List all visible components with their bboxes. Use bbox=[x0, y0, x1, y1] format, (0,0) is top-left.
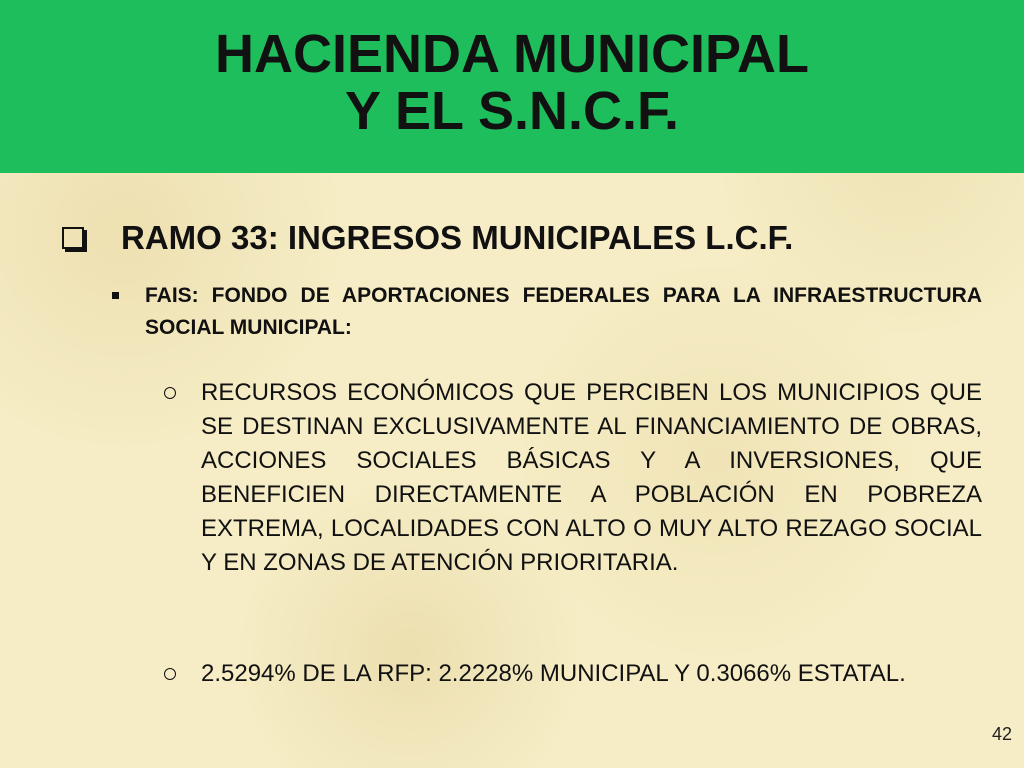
checkbox-bullet-icon bbox=[62, 227, 84, 249]
page-number: 42 bbox=[991, 724, 1012, 744]
slide-title-line-2: Y EL S.N.C.F. bbox=[344, 81, 680, 141]
slide-title-line-1: HACIENDA MUNICIPAL bbox=[215, 24, 809, 84]
bullet-level-2-text: FAIS: FONDO DE APORTACIONES FEDERALES PARA LA INFRAESTRUCTURA SOCIAL MUNICIPAL: bbox=[145, 284, 982, 339]
slide-title bbox=[0, 26, 1024, 140]
square-bullet-icon bbox=[112, 292, 119, 299]
bullet-level-3-text: 2.5294% DE LA RFP: 2.2228% MUNICIPAL Y 0.3066% ESTATAL. bbox=[201, 660, 906, 687]
circle-bullet-icon bbox=[164, 387, 176, 399]
bullet-level-3-text: RECURSOS ECONÓMICOS QUE PERCIBEN LOS MUNICIPIOS QUE SE DESTINAN EXCLUSIVAMENTE AL FINANCIAMIENTO DE OBRAS, ACCIONES SOCIALES BÁSICAS Y A INVERSIONES, QUE BENEFICIEN DIRECTAMENTE A POBLACIÓN EN POBREZA EXTREMA, LOCALIDADES CON ALTO O MUY ALTO REZAGO SOCIAL Y EN ZONAS DE ATENCIÓN PRIORITARIA. bbox=[201, 379, 982, 576]
bullet-level-1-text: RAMO 33: INGRESOS MUNICIPALES L.C.F. bbox=[121, 219, 794, 256]
circle-bullet-icon bbox=[164, 668, 176, 680]
title-banner bbox=[0, 0, 1024, 173]
